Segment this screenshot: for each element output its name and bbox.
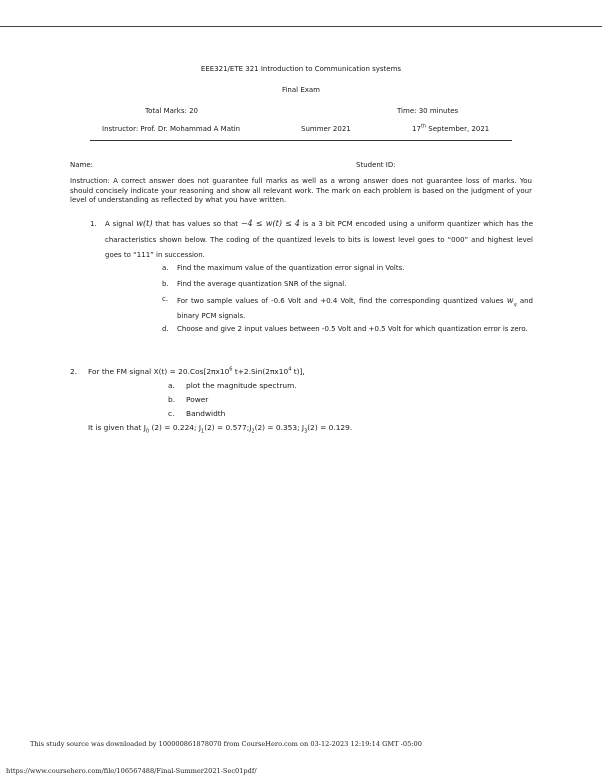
wq-subscript: q <box>513 301 517 308</box>
given-b: (2) = 0.224; J <box>149 423 201 432</box>
q1-part-d-text: Choose and give 2 input values between -0.5 Volt and +0.5 Volt for which quantization error is zero. <box>177 325 528 333</box>
wq-letter: w <box>506 296 514 305</box>
q2-part-c-text: Bandwidth <box>186 409 226 418</box>
q1-part-c-text-b: and binary PCM signals. <box>177 297 533 320</box>
date-day: 17 <box>412 125 421 133</box>
top-rule <box>0 26 602 27</box>
given-s1: 1 <box>201 428 205 435</box>
q1-text-c: is a 3 bit PCM encoded using a uniform quantizer which has the characteristics shown below. The coding of the quantized levels to bits is lowest level goes to “000” and highest level goes to “111” in succession. <box>105 220 534 259</box>
total-marks: Total Marks: 20 <box>145 107 198 115</box>
q2-statement <box>88 366 305 377</box>
given-s2: 2 <box>251 428 255 435</box>
q2-part-c-label: c. <box>168 409 175 418</box>
q2-part-b-label: b. <box>168 395 176 404</box>
given-d: (2) = 0.353; J <box>254 423 305 432</box>
header-rule <box>90 140 512 141</box>
course-title: EEE321/ETE 321 Introduction to Communication systems <box>200 65 402 73</box>
student-id-label: Student ID: <box>356 161 396 169</box>
semester: Summer 2021 <box>301 125 351 133</box>
q1-part-c-text <box>177 293 533 324</box>
q2-given-values <box>88 422 352 433</box>
q2-part-a-text: plot the magnitude spectrum. <box>186 381 297 390</box>
footer-url[interactable]: https://www.coursehero.com/file/106567488/Final-Summer2021-Sec01pdf/ <box>6 767 257 775</box>
given-e: (2) = 0.129. <box>307 423 353 432</box>
q1-range-expression: −4 ≤ w(t) ≤ 4 <box>240 219 300 228</box>
q2-text-b: t+2.Sin(2πx10 <box>232 367 289 376</box>
q1-part-a-label: a. <box>162 264 169 272</box>
q1-part-b-text: Find the average quantization SNR of the signal. <box>177 280 347 288</box>
footer-source: This study source was downloaded by 100000861878070 from CourseHero.com on 03-12-2023 12:19:14 GMT -05:00 <box>30 740 422 748</box>
q1-signal-symbol: w(t) <box>136 219 153 228</box>
q1-body <box>105 216 533 264</box>
q2-exp1: 6 <box>229 366 233 373</box>
date-rest: September, 2021 <box>426 125 490 133</box>
exam-date <box>412 124 489 134</box>
q1-part-a-text: Find the maximum value of the quantization error signal in Volts. <box>177 264 405 272</box>
given-c: (2) = 0.577;J <box>204 423 252 432</box>
q1-part-b-label: b. <box>162 280 169 288</box>
q1-part-c-text-a: For two sample values of -0.6 Volt and +0.4 Volt, find the corresponding quantized values <box>177 297 504 305</box>
q1-part-d-label: d. <box>162 325 169 333</box>
time-allowed: Time: 30 minutes <box>397 107 459 115</box>
q1-text-a: A signal <box>105 220 134 228</box>
q1-text-b: that has values so that <box>155 220 239 228</box>
q2-text-a: For the FM signal X(t) = 20.Cos[2πx10 <box>88 367 230 376</box>
given-s3: 3 <box>304 428 308 435</box>
q2-text-c: t)], <box>291 367 305 376</box>
q1-quantized-symbol <box>506 296 517 308</box>
q2-part-a-label: a. <box>168 381 175 390</box>
q2-exp2: 4 <box>288 366 292 373</box>
given-s0: 0 <box>145 428 150 435</box>
q2-number: 2. <box>70 367 78 376</box>
date-suffix: th <box>420 123 427 130</box>
given-a: It is given that J <box>88 423 146 432</box>
q1-part-c-label: c. <box>162 295 169 303</box>
q1-number: 1. <box>90 220 97 228</box>
exam-title: Final Exam <box>281 86 321 94</box>
instructor: Instructor: Prof. Dr. Mohammad A Matin <box>102 125 241 133</box>
q2-part-b-text: Power <box>186 395 209 404</box>
instruction-text: Instruction: A correct answer does not guarantee full marks as well as a wrong answer does not guarantee loss of marks. You should concisely indicate your reasoning and show all relevant work. The mark on each problem is based on the judgment of your level of understanding as reflected by what you have written. <box>70 177 532 204</box>
name-label: Name: <box>70 161 94 169</box>
